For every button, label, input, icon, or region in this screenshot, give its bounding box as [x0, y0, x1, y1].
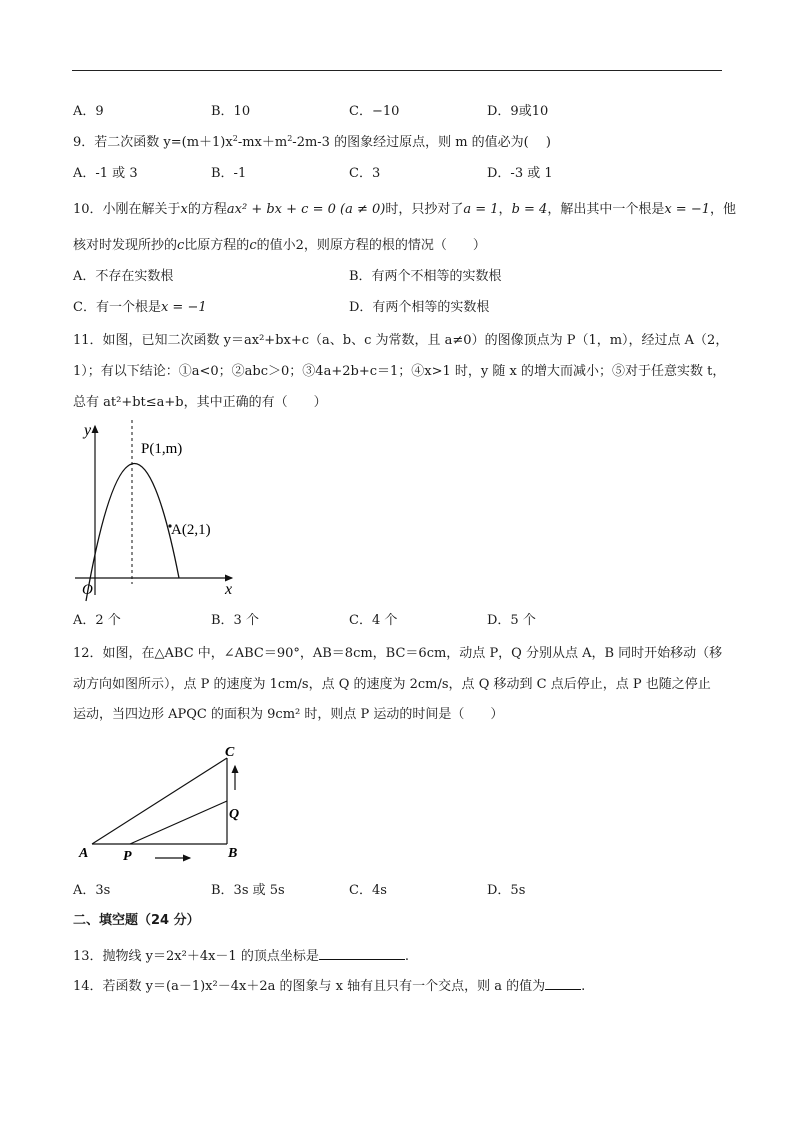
origin-label: O — [82, 582, 93, 598]
q12-stem-line2: 动方向如图所示），点 P 的速度为 1cm/s，点 Q 的速度为 2cm/s，点 Q 移动到 C 点后停止，点 P 也随之停止 — [73, 677, 711, 692]
point-p-label: P — [123, 849, 132, 864]
q11-option-b: B．3 个 — [211, 613, 259, 628]
section-heading-fill-in: 二、填空题（24 分） — [73, 913, 200, 928]
q13-stem: 13．抛物线 y＝2x²＋4x－1 的顶点坐标是 . — [73, 945, 409, 966]
vertex-c-label: C — [225, 745, 235, 760]
q12-option-c: C．4s — [349, 883, 387, 898]
vertex-label: P(1,m) — [141, 441, 183, 457]
q10-option-c: C．有一个根是x = −1 — [73, 300, 207, 315]
q9-option-b: B．-1 — [211, 166, 247, 181]
vertex-b-label: B — [228, 846, 238, 861]
q11-option-a: A．2 个 — [73, 613, 121, 628]
q10-option-b: B．有两个不相等的实数根 — [349, 269, 502, 284]
q8-option-a: A．9 — [73, 104, 104, 119]
q9-option-a: A．-1 或 3 — [73, 166, 138, 181]
q11-option-d: D．5 个 — [487, 613, 536, 628]
q12-option-a: A．3s — [73, 883, 111, 898]
q8-option-d: D．9或10 — [487, 104, 549, 119]
q11-stem-line2: 1）；有以下结论：①a<0；②abc＞0；③4a+2b+c＝1；④x>1 时，y 随 x 的增大而减小；⑤对于任意实数 t， — [73, 364, 726, 379]
q12-stem-line1: 12．如图，在△ABC 中，∠ABC＝90°，AB＝8cm，BC＝6cm，动点 P，Q 分别从点 A，B 同时开始移动（移 — [73, 646, 723, 661]
q14-answer-blank[interactable] — [545, 975, 581, 990]
y-axis-label: y — [84, 422, 92, 439]
q11-stem-line3: 总有 at²+bt≤a+b，其中正确的有（ ） — [73, 395, 327, 410]
q9-option-d: D．-3 或 1 — [487, 166, 553, 181]
q14-stem: 14．若函数 y＝(a－1)x²－4x＋2a 的图象与 x 轴有且只有一个交点，则 a 的值为 . — [73, 975, 585, 996]
q8-option-b: B．10 — [211, 104, 251, 119]
q8-option-c: C．−10 — [349, 104, 400, 119]
parabola-curve — [86, 463, 179, 601]
point-a-label: A(2,1) — [171, 522, 211, 538]
point-q-label: Q — [229, 807, 240, 822]
q12-stem-line3: 运动，当四边形 APQC 的面积为 9cm² 时，则点 P 运动的时间是（ ） — [73, 707, 504, 722]
segment-pq — [130, 801, 227, 844]
q10-stem-line2: 核对时发现所抄的c比原方程的c的值小2，则原方程的根的情况（ ） — [73, 238, 486, 253]
q12-option-d: D．5s — [487, 883, 526, 898]
vertex-a-label: A — [79, 846, 89, 861]
q12-option-b: B．3s 或 5s — [211, 883, 285, 898]
q9-option-c: C．3 — [349, 166, 381, 181]
q11-parabola-figure — [70, 420, 245, 602]
q10-stem-line1: 10．小刚在解关于x的方程ax² + bx + c = 0 (a ≠ 0)时，只抄对了a = 1，b = 4，解出其中一个根是x = −1，他 — [73, 202, 736, 217]
q9-stem: 9．若二次函数 $y=(m+1)x^2-mx+m^2-2m-3$ 的图象经过原点，则 m 的值必为( ) — [73, 134, 551, 150]
q13-answer-blank[interactable] — [319, 945, 405, 960]
q12-triangle-figure — [72, 742, 252, 864]
q11-option-c: C．4 个 — [349, 613, 398, 628]
header-rule — [72, 70, 722, 71]
x-axis-label: x — [225, 581, 233, 598]
q11-stem-line1: 11．如图，已知二次函数 y＝ax²+bx+c（a、b、c 为常数，且 a≠0）的图像顶点为 P（1，m），经过点 A（2， — [73, 333, 729, 348]
q10-option-d: D．有两个相等的实数根 — [349, 300, 490, 315]
q10-option-a: A．不存在实数根 — [73, 269, 174, 284]
